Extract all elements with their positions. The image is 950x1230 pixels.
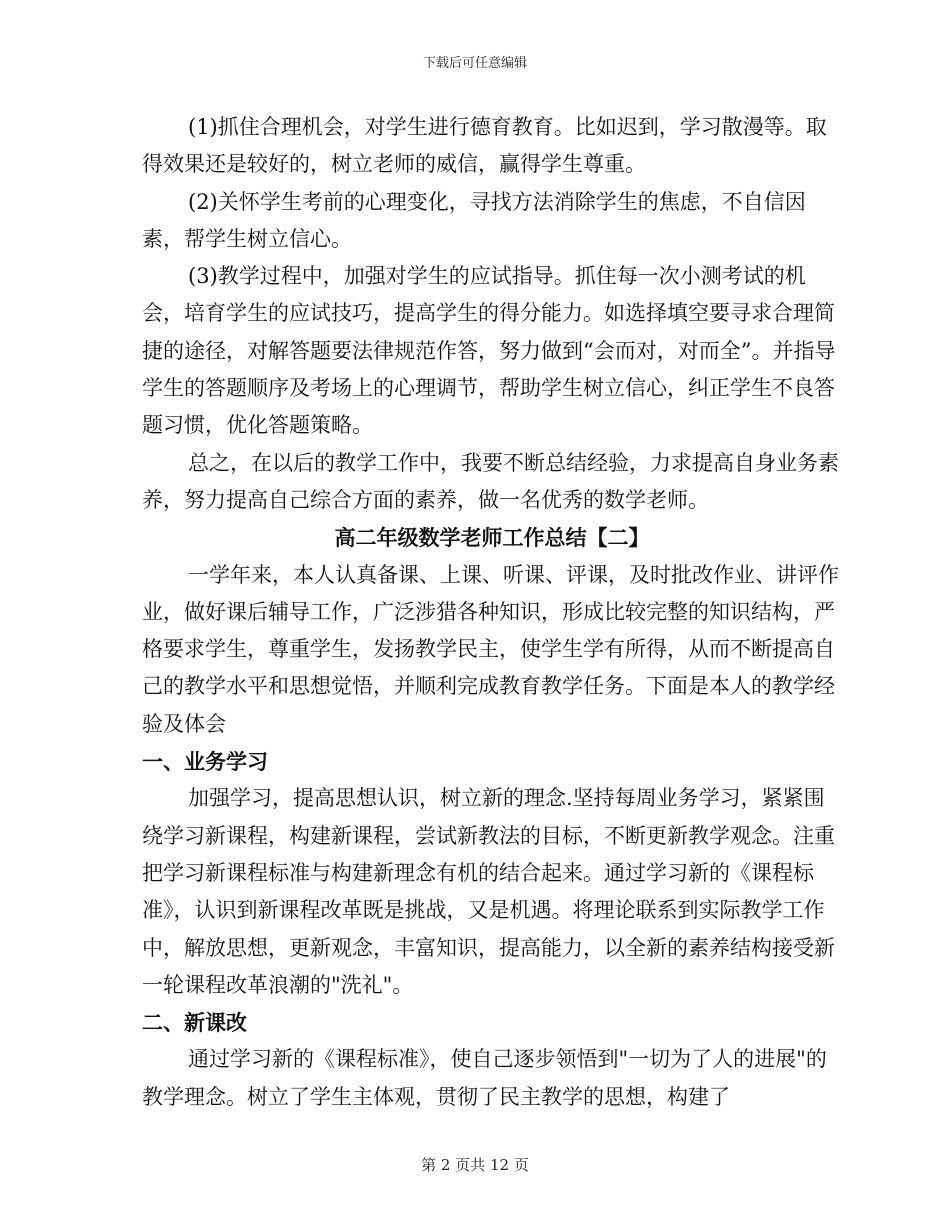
paragraph: (2)关怀学生考前的心理变化，寻找方法消除学生的焦虑，不自信因素，帮学生树立信心。 [142,189,806,251]
subsection-heading: 二、新课改 [142,1010,247,1036]
page-footer: 第 2 页共 12 页 [421,1156,529,1174]
paragraph: 总之，在以后的教学工作中，我要不断总结经验，力求提高自身业务素养，努力提高自己综合方面的素养，做一名优秀的数学老师。 [142,450,839,512]
paragraph: 通过学习新的《课程标准》，使自己逐步领悟到"一切为了人的进展"的教学理念。树立了学生主体观，贯彻了民主教学的思想，构建了 [142,1047,827,1109]
paragraph: (3)教学过程中，加强对学生的应试指导。抓住每一次小测考试的机会，培育学生的应试技巧，提高学生的得分能力。如选择填空要寻求合理简捷的途径，对解答题要法律规范作答，努力做到“会而对，对而全”。并指导学生的答题顺序及考场上的心理调节，帮助学生树立信心，纠正学生不良答题习惯，优化答题策略。 [142,264,836,438]
paragraph: (1)抓住合理机会，对学生进行德育教育。比如迟到，学习散漫等。取得效果还是较好的，树立老师的威信，赢得学生尊重。 [142,115,827,177]
document-body [142,109,842,1116]
subsection-heading: 一、业务学习 [142,749,268,775]
section-title: 高二年级数学老师工作总结【二】 [334,525,650,551]
paragraph: 一学年来，本人认真备课、上课、听课、评课，及时批改作业、讲评作业，做好课后辅导工作，广泛涉猎各种知识，形成比较完整的知识结构，严格要求学生，尊重学生，发扬教学民主，使学生学有所得，从而不断提高自己的教学水平和思想觉悟，并顺利完成教育教学任务。下面是本人的教学经验及体会 [142,562,839,736]
page-header: 下载后可任意编辑 [422,56,527,71]
paragraph: 加强学习，提高思想认识，树立新的理念.坚持每周业务学习，紧紧围绕学习新课程，构建新课程，尝试新教法的目标，不断更新教学观念。注重把学习新课程标准与构建新理念有机的结合起来。通过学习新的《课程标准》，认识到新课程改革既是挑战，又是机遇。将理论联系到实际教学工作中，解放思想，更新观念，丰富知识，提高能力，以全新的素养结构接受新一轮课程改革浪潮的"洗礼"。 [142,786,835,997]
